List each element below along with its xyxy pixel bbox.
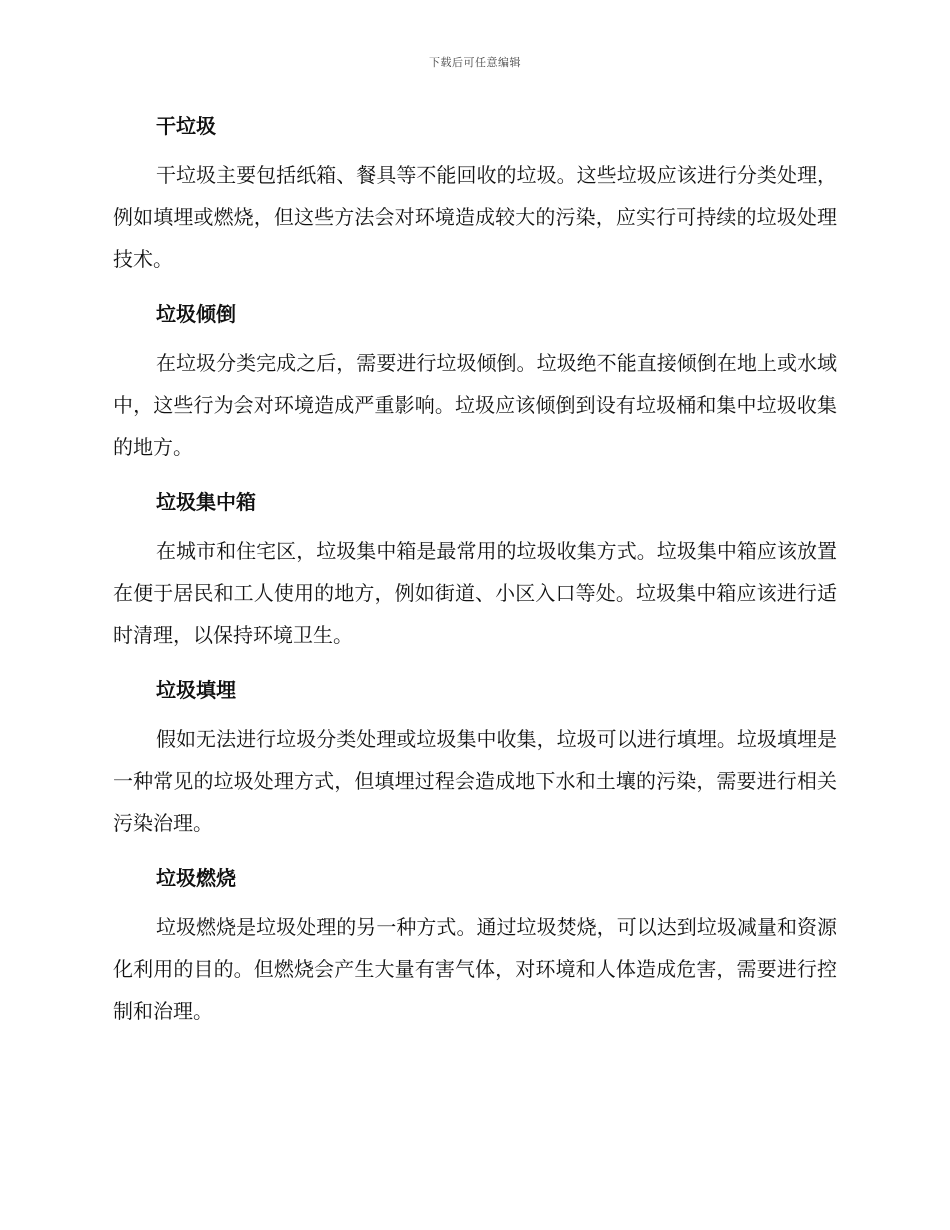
section-landfill xyxy=(113,668,837,844)
document-content xyxy=(113,104,837,1044)
section-heading: 垃圾倾倒 xyxy=(156,302,236,326)
section-garbage-bins xyxy=(113,480,837,656)
section-paragraph: 假如无法进行垃圾分类处理或垃圾集中收集，垃圾可以进行填埋。垃圾填埋是一种常见的垃圾处理方式，但填埋过程会造成地下水和土壤的污染，需要进行相关污染治理。 xyxy=(113,727,837,835)
section-heading: 垃圾集中箱 xyxy=(156,490,256,514)
section-paragraph: 垃圾燃烧是垃圾处理的另一种方式。通过垃圾焚烧，可以达到垃圾减量和资源化利用的目的。但燃烧会产生大量有害气体，对环境和人体造成危害，需要进行控制和治理。 xyxy=(113,915,837,1023)
section-garbage-dumping xyxy=(113,292,837,468)
section-heading: 垃圾燃烧 xyxy=(156,866,236,890)
section-incineration xyxy=(113,856,837,1032)
section-dry-garbage xyxy=(113,104,837,280)
section-paragraph: 干垃圾主要包括纸箱、餐具等不能回收的垃圾。这些垃圾应该进行分类处理，例如填埋或燃烧，但这些方法会对环境造成较大的污染，应实行可持续的垃圾处理技术。 xyxy=(113,163,837,271)
page-header-note: 下载后可任意编辑 xyxy=(429,56,521,69)
section-paragraph: 在城市和住宅区，垃圾集中箱是最常用的垃圾收集方式。垃圾集中箱应该放置在便于居民和工人使用的地方，例如街道、小区入口等处。垃圾集中箱应该进行适时清理，以保持环境卫生。 xyxy=(113,539,837,647)
section-paragraph: 在垃圾分类完成之后，需要进行垃圾倾倒。垃圾绝不能直接倾倒在地上或水域中，这些行为会对环境造成严重影响。垃圾应该倾倒到设有垃圾桶和集中垃圾收集的地方。 xyxy=(113,351,837,459)
section-heading: 垃圾填埋 xyxy=(156,678,236,702)
section-heading: 干垃圾 xyxy=(156,114,216,138)
